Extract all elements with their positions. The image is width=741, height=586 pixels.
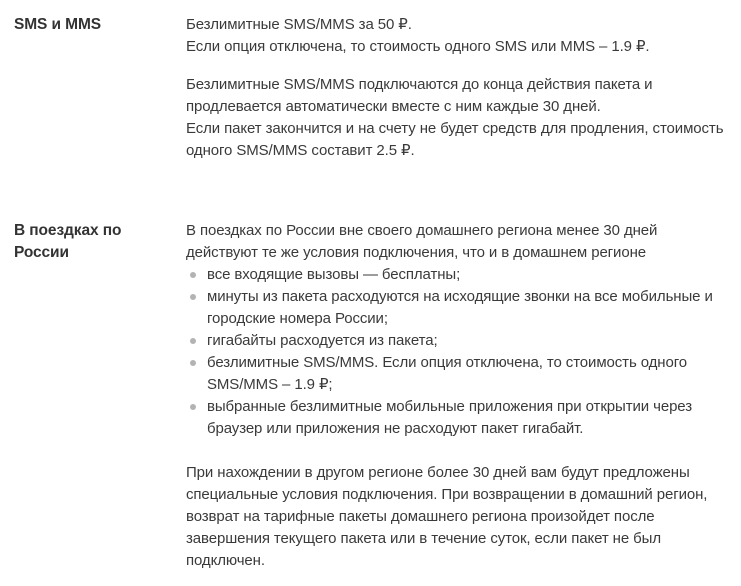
paragraph-travel-russia-2	[186, 462, 733, 572]
section-content-travel-russia	[186, 220, 733, 572]
list-item: безлимитные SMS/MMS. Если опция отключена, то стоимость одного SMS/MMS – 1.9 ₽;	[186, 352, 733, 396]
text-line: В поездках по России вне своего домашнего региона менее 30 дней действуют те же условия подключения, что и в домашнем регионе	[186, 222, 658, 261]
text-line: Безлимитные SMS/MMS подключаются до конца действия пакета и продлевается автоматически вместе с ним каждые 30 дней.	[186, 76, 653, 115]
text-line: Если опция отключена, то стоимость одного SMS или MMS – 1.9 ₽.	[186, 38, 650, 55]
paragraph-sms-mms-1	[186, 74, 733, 162]
section-travel-russia	[14, 220, 733, 572]
section-label-travel-russia: В поездках по России	[14, 222, 122, 261]
text-line: Безлимитные SMS/MMS за 50 ₽.	[186, 16, 412, 33]
list-item: выбранные безлимитные мобильные приложения при открытии через браузер или приложения не расходуют пакет гигабайт.	[186, 396, 733, 440]
section-content-sms-mms	[186, 14, 733, 162]
list-item: гигабайты расходуется из пакета;	[186, 330, 733, 352]
paragraph-sms-mms-0	[186, 14, 733, 58]
section-label-sms-mms: SMS и MMS	[14, 16, 101, 33]
paragraph-travel-russia-0	[186, 220, 733, 264]
bullet-list-travel-russia	[186, 264, 733, 440]
section-sms-mms	[14, 14, 733, 162]
list-item: все входящие вызовы — бесплатны;	[186, 264, 733, 286]
list-item: минуты из пакета расходуются на исходящие звонки на все мобильные и городские номера России;	[186, 286, 733, 330]
text-line: При нахождении в другом регионе более 30 дней вам будут предложены специальные условия подключения. При возвращении в домашний регион, возврат на тарифные пакеты домашнего региона произойдет после завершения текущего пакета или в течение суток, если пакет не был подключен.	[186, 464, 708, 569]
text-line: Если пакет закончится и на счету не будет средств для продления, стоимость одного SMS/MMS составит 2.5 ₽.	[186, 120, 724, 159]
